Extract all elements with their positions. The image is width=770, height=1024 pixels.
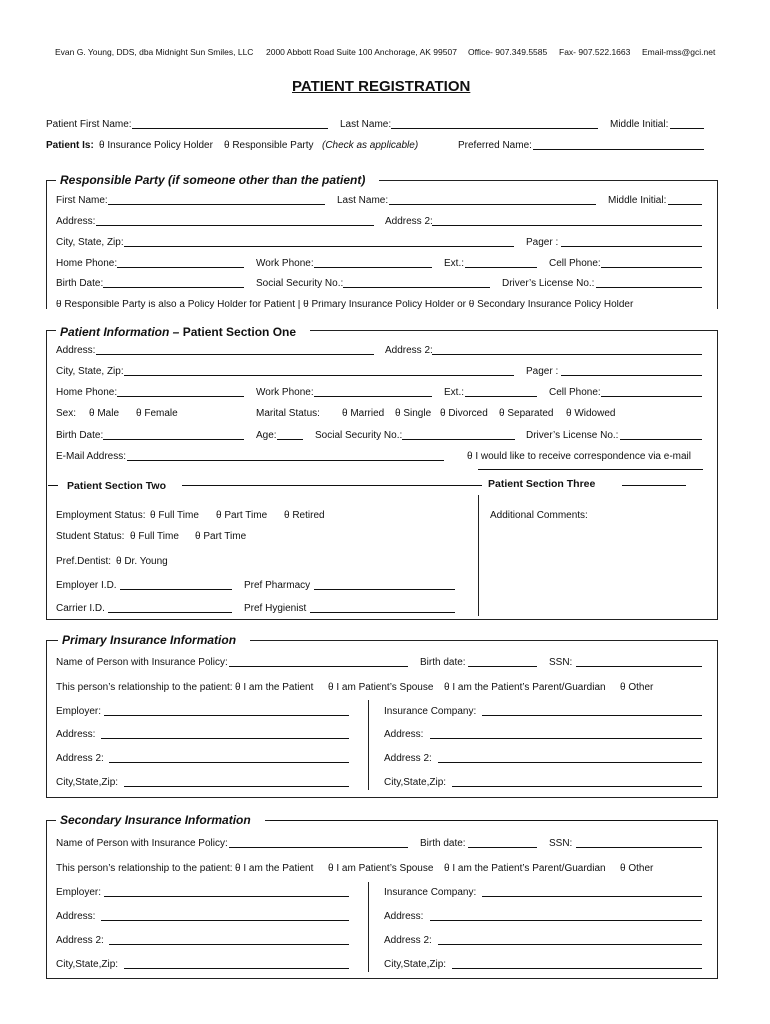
rp-pager-label: Pager : (526, 237, 559, 248)
rp-license-label: Driver’s License No.: (502, 278, 595, 289)
rp-policy-line[interactable]: θ Responsible Party is also a Policy Holder for Patient | θ Primary Insurance Policy Holder or θ Secondary Insurance Policy Holder (56, 300, 634, 309)
pi-license-field[interactable] (620, 439, 702, 440)
primary-ins-city-label: City,State,Zip: (384, 777, 447, 788)
secondary-ins-company-label: Insurance Company: (384, 887, 477, 898)
primary-ssn-field[interactable] (576, 666, 702, 667)
primary-ins-address-field[interactable] (430, 738, 702, 739)
primary-employer-field[interactable] (104, 715, 349, 716)
rp-ssn-label: Social Security No.: (256, 278, 344, 289)
rp-cell-phone-field[interactable] (601, 267, 702, 268)
pi-age-label: Age: (256, 430, 277, 441)
pi-birth-date-field[interactable] (103, 439, 244, 440)
secondary-employer-field[interactable] (104, 896, 349, 897)
responsible-party-heading: Responsible Party (if someone other than the patient) (56, 174, 379, 186)
primary-ssn-label: SSN: (549, 657, 573, 668)
patient-last-name-label: Last Name: (340, 119, 392, 130)
rp-birth-date-field[interactable] (103, 287, 244, 288)
secondary-ins-company-field[interactable] (482, 896, 702, 897)
secondary-column-divider (368, 882, 369, 972)
secondary-ssn-label: SSN: (549, 838, 573, 849)
employer-id-label: Employer I.D. (56, 580, 117, 591)
rp-first-name-field[interactable] (108, 204, 325, 205)
primary-insurance-heading: Primary Insurance Information (58, 634, 250, 646)
rp-middle-initial-label: Middle Initial: (608, 195, 667, 206)
secondary-rel-patient-option[interactable]: θ I am the Patient (235, 863, 314, 874)
pi-ext-field[interactable] (465, 396, 537, 397)
rp-home-phone-field[interactable] (117, 267, 244, 268)
pi-sex-label: Sex: (56, 408, 77, 419)
pi-license-label: Driver’s License No.: (526, 430, 619, 441)
patient-middle-initial-field[interactable] (670, 128, 704, 129)
patient-first-name-label: Patient First Name: (46, 119, 132, 130)
rp-ext-label: Ext.: (444, 258, 465, 269)
rp-last-name-field[interactable] (389, 204, 596, 205)
policy-holder-option[interactable]: θ Insurance Policy Holder (99, 140, 213, 151)
office-phone: Office- 907.349.5585 (468, 47, 548, 57)
rp-address-field[interactable] (96, 225, 374, 226)
preferred-name-label: Preferred Name: (458, 140, 532, 151)
secondary-rel-parent-option[interactable]: θ I am the Patient’s Parent/Guardian (444, 863, 606, 874)
rp-ext-field[interactable] (465, 267, 537, 268)
primary-address-field[interactable] (101, 738, 349, 739)
employer-id-field[interactable] (120, 589, 232, 590)
patient-first-name-field[interactable] (132, 128, 328, 129)
email-preference-option[interactable]: θ I would like to receive correspondence via e-mail (467, 451, 691, 462)
fax-number: Fax- 907.522.1663 (559, 47, 631, 57)
employment-full-time-option[interactable]: θ Full Time (150, 510, 199, 521)
secondary-person-field[interactable] (229, 847, 408, 848)
patient-section-one-title: Patient Section One (182, 325, 297, 339)
rp-address2-field[interactable] (432, 225, 702, 226)
secondary-insurance-heading: Secondary Insurance Information (56, 814, 265, 826)
primary-relationship-label: This person’s relationship to the patient: (56, 682, 233, 693)
rp-work-phone-label: Work Phone: (256, 258, 314, 269)
primary-address-label: Address: (56, 729, 96, 740)
secondary-address-field[interactable] (101, 920, 349, 921)
section-separator (478, 495, 479, 616)
pi-ssn-field[interactable] (402, 439, 515, 440)
patient-information-title: Patient Information – (60, 325, 180, 339)
primary-ins-address-label: Address: (384, 729, 424, 740)
pref-pharmacy-label: Pref Pharmacy (244, 580, 311, 591)
secondary-ins-address2-field[interactable] (438, 944, 702, 945)
secondary-city-field[interactable] (124, 968, 349, 969)
patient-is-label: Patient Is: (46, 140, 94, 151)
rp-pager-field[interactable] (561, 246, 702, 247)
primary-ins-address2-field[interactable] (438, 762, 702, 763)
primary-rel-patient-option[interactable]: θ I am the Patient (235, 682, 314, 693)
primary-address2-label: Address 2: (56, 753, 104, 764)
primary-rel-spouse-option[interactable]: θ I am Patient’s Spouse (328, 682, 434, 693)
rp-address2-label: Address 2: (385, 216, 433, 227)
sex-male-option[interactable]: θ Male (89, 408, 120, 419)
primary-rel-other-option[interactable]: θ Other (620, 682, 654, 693)
pi-home-phone-field[interactable] (117, 396, 244, 397)
section-divider (478, 469, 703, 470)
pref-hygienist-label: Pref Hygienist (244, 603, 307, 614)
primary-address2-field[interactable] (109, 762, 349, 763)
secondary-address2-label: Address 2: (56, 935, 104, 946)
pi-address2-label: Address 2: (385, 345, 433, 356)
pi-ssn-label: Social Security No.: (315, 430, 403, 441)
pi-birth-date-label: Birth Date: (56, 430, 104, 441)
additional-comments-label: Additional Comments: (490, 510, 588, 521)
carrier-id-label: Carrier I.D. (56, 603, 105, 614)
secondary-relationship-label: This person’s relationship to the patient: (56, 863, 233, 874)
rp-last-name-label: Last Name: (337, 195, 389, 206)
pi-cell-phone-field[interactable] (601, 396, 702, 397)
student-full-time-option[interactable]: θ Full Time (130, 531, 179, 542)
pi-city-label: City, State, Zip: (56, 366, 124, 377)
marital-separated-option[interactable]: θ Separated (499, 408, 554, 419)
practice-name: Evan G. Young, DDS, dba Midnight Sun Smiles, LLC (55, 47, 254, 57)
pi-pager-label: Pager : (526, 366, 559, 377)
pi-address-label: Address: (56, 345, 96, 356)
pref-dentist-label: Pref.Dentist: (56, 556, 112, 567)
secondary-heading-rule (270, 820, 716, 821)
rp-middle-initial-field[interactable] (668, 204, 702, 205)
primary-birth-date-field[interactable] (468, 666, 537, 667)
secondary-birth-date-label: Birth date: (420, 838, 466, 849)
pi-age-field[interactable] (277, 439, 303, 440)
email-address: Email-mss@gci.net (642, 47, 716, 57)
check-note: (Check as applicable) (322, 140, 419, 151)
employment-status-label: Employment Status: (56, 510, 146, 521)
primary-employer-label: Employer: (56, 706, 102, 717)
patient-information-box (46, 330, 718, 620)
pref-hygienist-field[interactable] (310, 612, 455, 613)
form-title: PATIENT REGISTRATION (292, 78, 471, 95)
pi-work-phone-field[interactable] (314, 396, 432, 397)
secondary-employer-label: Employer: (56, 887, 102, 898)
secondary-ins-city-label: City,State,Zip: (384, 959, 447, 970)
dr-young-option[interactable]: θ Dr. Young (116, 556, 168, 567)
pi-address-field[interactable] (96, 354, 374, 355)
preferred-name-field[interactable] (533, 149, 704, 150)
section-two-rule-left (48, 485, 58, 486)
marital-divorced-option[interactable]: θ Divorced (440, 408, 488, 419)
secondary-ssn-field[interactable] (576, 847, 702, 848)
patient-middle-initial-label: Middle Initial: (610, 119, 669, 130)
pi-pager-field[interactable] (561, 375, 702, 376)
patient-information-heading (56, 326, 310, 338)
primary-ins-city-field[interactable] (452, 786, 702, 787)
pi-email-field[interactable] (127, 460, 444, 461)
pi-email-label: E-Mail Address: (56, 451, 127, 462)
secondary-rel-spouse-option[interactable]: θ I am Patient’s Spouse (328, 863, 434, 874)
pi-ext-label: Ext.: (444, 387, 465, 398)
secondary-ins-address2-label: Address 2: (384, 935, 432, 946)
student-part-time-option[interactable]: θ Part Time (195, 531, 247, 542)
pi-city-field[interactable] (124, 375, 514, 376)
secondary-person-label: Name of Person with Insurance Policy: (56, 838, 228, 849)
secondary-ins-city-field[interactable] (452, 968, 702, 969)
rp-work-phone-field[interactable] (314, 267, 432, 268)
primary-birth-date-label: Birth date: (420, 657, 466, 668)
marital-single-option[interactable]: θ Single (395, 408, 432, 419)
primary-person-field[interactable] (229, 666, 408, 667)
primary-column-divider (368, 700, 369, 790)
rp-home-phone-label: Home Phone: (56, 258, 118, 269)
rp-ssn-field[interactable] (343, 287, 490, 288)
marital-widowed-option[interactable]: θ Widowed (566, 408, 616, 419)
rp-first-name-label: First Name: (56, 195, 108, 206)
pref-pharmacy-field[interactable] (314, 589, 455, 590)
primary-ins-address2-label: Address 2: (384, 753, 432, 764)
employment-part-time-option[interactable]: θ Part Time (216, 510, 268, 521)
primary-rel-parent-option[interactable]: θ I am the Patient’s Parent/Guardian (444, 682, 606, 693)
section-two-heading: Patient Section Two (64, 481, 169, 492)
pi-address2-field[interactable] (432, 354, 702, 355)
secondary-address-label: Address: (56, 911, 96, 922)
secondary-ins-address-label: Address: (384, 911, 424, 922)
student-status-label: Student Status: (56, 531, 125, 542)
carrier-id-field[interactable] (108, 612, 232, 613)
marital-married-option[interactable]: θ Married (342, 408, 385, 419)
rp-cell-phone-label: Cell Phone: (549, 258, 601, 269)
pi-home-phone-label: Home Phone: (56, 387, 118, 398)
section-three-heading: Patient Section Three (488, 478, 596, 490)
rp-city-field[interactable] (124, 246, 514, 247)
practice-address: 2000 Abbott Road Suite 100 Anchorage, AK 99507 (266, 47, 457, 57)
secondary-rel-other-option[interactable]: θ Other (620, 863, 654, 874)
primary-person-label: Name of Person with Insurance Policy: (56, 657, 228, 668)
primary-ins-company-field[interactable] (482, 715, 702, 716)
pi-cell-phone-label: Cell Phone: (549, 387, 601, 398)
section-three-rule (622, 485, 686, 486)
rp-address-label: Address: (56, 216, 96, 227)
responsible-party-option[interactable]: θ Responsible Party (224, 140, 314, 151)
sex-female-option[interactable]: θ Female (136, 408, 178, 419)
section-two-rule-right (182, 485, 482, 486)
rp-birth-date-label: Birth Date: (56, 278, 104, 289)
pi-marital-label: Marital Status: (256, 408, 320, 419)
rp-city-label: City, State, Zip: (56, 237, 124, 248)
pi-work-phone-label: Work Phone: (256, 387, 314, 398)
rp-license-field[interactable] (596, 287, 702, 288)
secondary-ins-address-field[interactable] (430, 920, 702, 921)
secondary-birth-date-field[interactable] (468, 847, 537, 848)
secondary-address2-field[interactable] (109, 944, 349, 945)
patient-last-name-field[interactable] (391, 128, 598, 129)
secondary-city-label: City,State,Zip: (56, 959, 119, 970)
primary-ins-company-label: Insurance Company: (384, 706, 477, 717)
employment-retired-option[interactable]: θ Retired (284, 510, 325, 521)
primary-city-label: City,State,Zip: (56, 777, 119, 788)
primary-city-field[interactable] (124, 786, 349, 787)
